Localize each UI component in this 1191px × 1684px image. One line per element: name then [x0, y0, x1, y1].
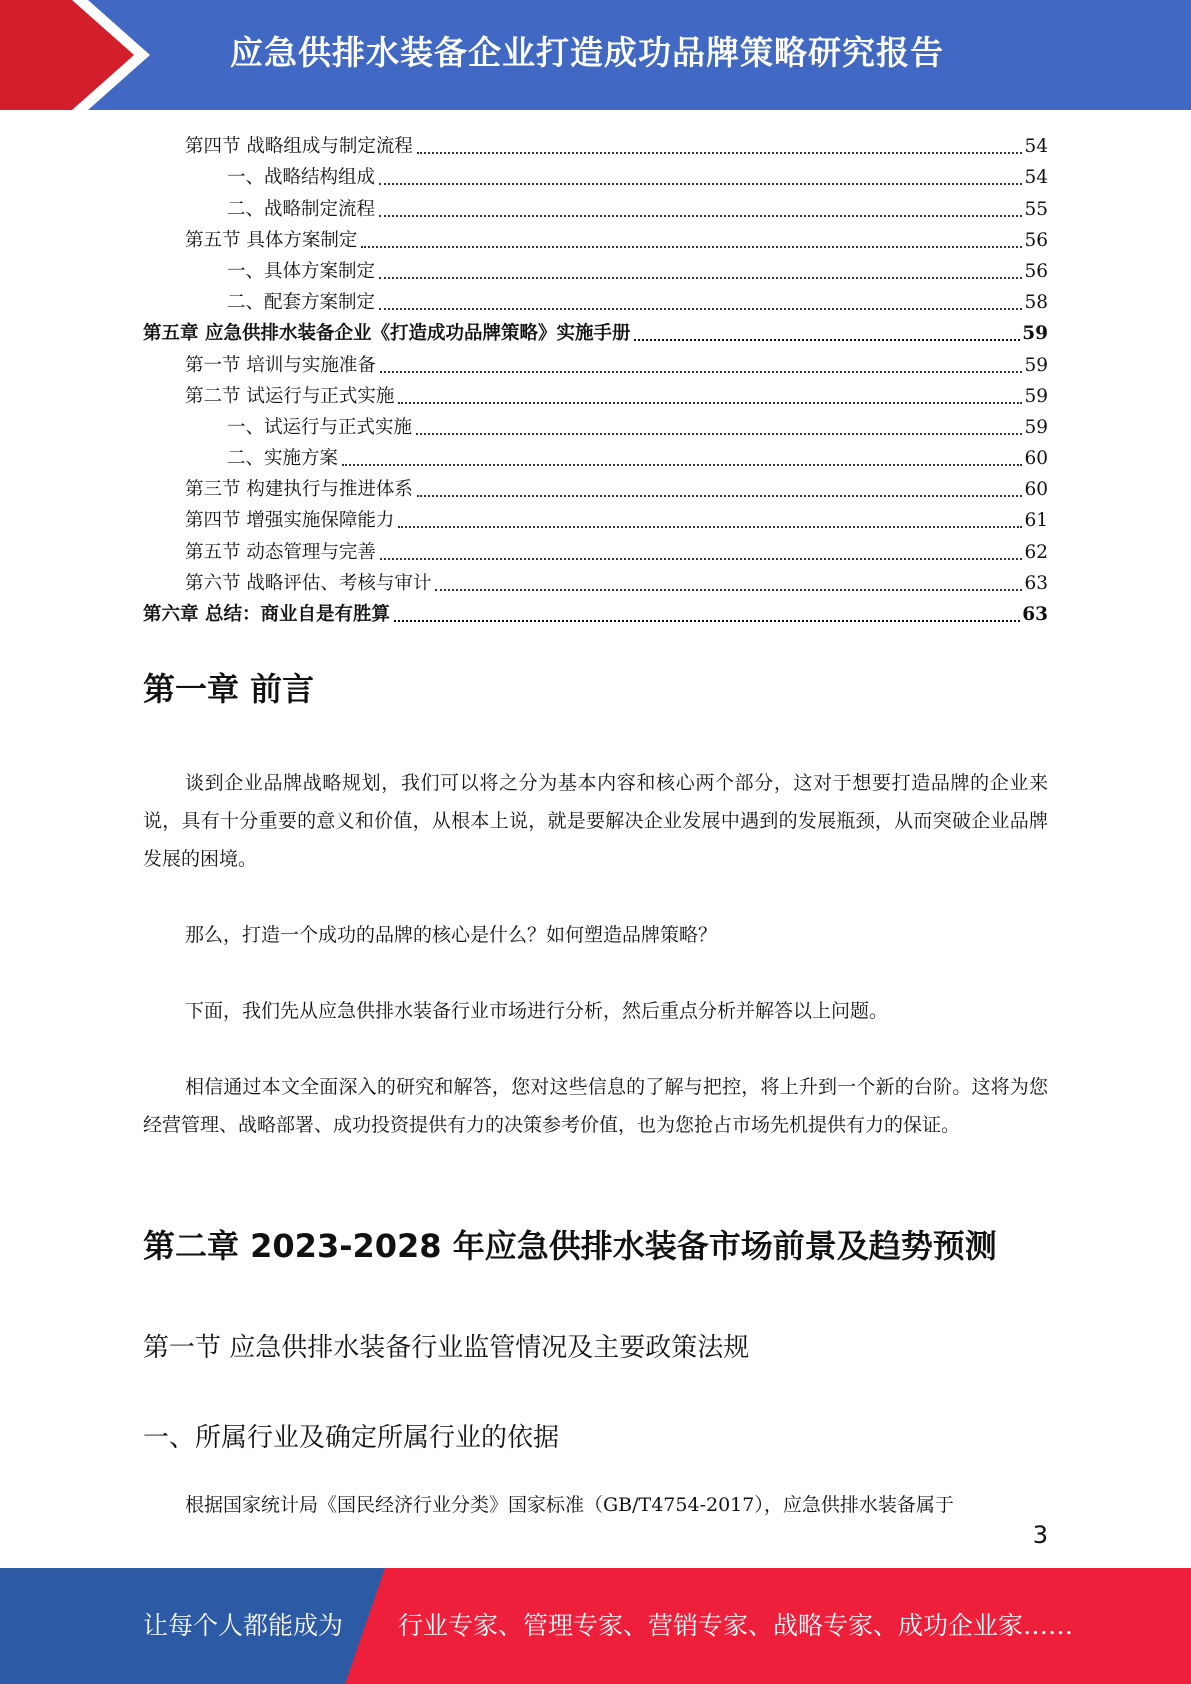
toc-dot-leader	[398, 525, 1022, 528]
chapter-1-paragraph-2: 那么，打造一个成功的品牌的核心是什么？如何塑造品牌策略？	[185, 924, 718, 946]
toc-entry-title: 一、战略结构组成	[227, 167, 376, 189]
toc-entry-page: 60	[1024, 448, 1048, 470]
toc-entry-title: 二、战略制定流程	[227, 198, 376, 220]
table-of-contents	[143, 128, 1048, 627]
toc-entry-page: 56	[1024, 260, 1048, 282]
toc-entry-title: 第五节 动态管理与完善	[185, 541, 376, 563]
toc-entry-title: 第五节 具体方案制定	[185, 229, 358, 251]
toc-dot-leader	[379, 276, 1022, 279]
footer-slogan-right: 行业专家、管理专家、营销专家、战略专家、成功企业家……	[398, 1611, 1074, 1640]
toc-entry[interactable]	[143, 533, 1048, 564]
chapter-1-paragraph-4: 相信通过本文全面深入的研究和解答，您对这些信息的了解与把控，将上升到一个新的台阶。这将为您经营管理、战略部署、成功投资提供有力的决策参考价值，也为您抢占市场先机提供有力的保证。	[143, 1076, 1048, 1136]
page-number: 3	[1032, 1521, 1048, 1549]
toc-entry[interactable]	[143, 346, 1048, 377]
toc-entry-title: 第六章 总结：商业自是有胜算	[143, 604, 390, 625]
toc-dot-leader	[342, 463, 1022, 466]
toc-entry-title: 第五章 应急供排水装备企业《打造成功品牌策略》实施手册	[143, 323, 631, 345]
chapter-2-heading: 第二章 2023-2028 年应急供排水装备市场前景及趋势预测	[143, 1227, 997, 1265]
toc-entry[interactable]	[143, 440, 1048, 471]
toc-entry[interactable]	[143, 378, 1048, 409]
toc-entry-page: 59	[1024, 416, 1048, 438]
footer-slogan-left: 让每个人都能成为	[143, 1611, 344, 1640]
toc-dot-leader	[380, 557, 1023, 560]
toc-entry-page: 54	[1024, 136, 1048, 158]
toc-dot-leader	[634, 338, 1020, 341]
toc-entry[interactable]	[143, 502, 1048, 533]
toc-entry-page: 62	[1024, 541, 1048, 563]
toc-entry[interactable]	[143, 409, 1048, 440]
toc-entry-page: 60	[1024, 479, 1048, 501]
toc-dot-leader	[379, 182, 1022, 185]
toc-entry-title: 第六节 战略评估、考核与审计	[185, 572, 432, 594]
toc-entry[interactable]	[143, 253, 1048, 284]
page-header	[0, 0, 1191, 110]
chapter-1-heading: 第一章 前言	[143, 670, 315, 708]
header-arrow-decoration	[0, 0, 150, 110]
toc-dot-leader	[380, 370, 1023, 373]
toc-dot-leader	[435, 588, 1022, 591]
toc-entry[interactable]	[143, 596, 1048, 627]
toc-entry[interactable]	[143, 190, 1048, 221]
toc-entry-title: 第四节 增强实施保障能力	[185, 510, 395, 532]
toc-dot-leader	[361, 245, 1022, 248]
toc-entry[interactable]	[143, 471, 1048, 502]
toc-entry-page: 54	[1024, 167, 1048, 189]
toc-dot-leader	[417, 151, 1023, 154]
toc-entry[interactable]	[143, 128, 1048, 159]
toc-dot-leader	[379, 214, 1022, 217]
toc-entry-title: 一、试运行与正式实施	[227, 416, 413, 438]
toc-entry-page: 56	[1024, 229, 1048, 251]
chapter-2-paragraph-1: 根据国家统计局《国民经济行业分类》国家标准（GB/T4754-2017），应急供排水装备属于	[185, 1494, 954, 1516]
chapter-1-paragraph-3: 下面，我们先从应急供排水装备行业市场进行分析，然后重点分析并解答以上问题。	[185, 1000, 889, 1022]
toc-entry-page: 61	[1024, 510, 1048, 532]
toc-entry-page: 59	[1022, 323, 1048, 345]
toc-entry-page: 55	[1024, 198, 1048, 220]
toc-entry-title: 第四节 战略组成与制定流程	[185, 136, 413, 158]
toc-entry[interactable]	[143, 315, 1048, 346]
toc-entry-page: 58	[1024, 292, 1048, 314]
toc-entry-title: 二、配套方案制定	[227, 292, 376, 314]
toc-entry-title: 第一节 培训与实施准备	[185, 354, 376, 376]
toc-entry-page: 59	[1024, 354, 1048, 376]
page-footer	[0, 1568, 1191, 1684]
chapter-1-paragraph-1: 谈到企业品牌战略规划，我们可以将之分为基本内容和核心两个部分，这对于想要打造品牌的企业来说，具有十分重要的意义和价值，从根本上说，就是要解决企业发展中遇到的发展瓶颈，从而突破企业品牌发展的困境。	[143, 772, 1048, 870]
toc-entry-title: 第二节 试运行与正式实施	[185, 385, 395, 407]
toc-dot-leader	[394, 619, 1020, 622]
toc-entry-title: 二、实施方案	[227, 448, 339, 470]
toc-dot-leader	[417, 494, 1023, 497]
toc-dot-leader	[379, 307, 1022, 310]
toc-entry[interactable]	[143, 222, 1048, 253]
toc-entry-title: 第三节 构建执行与推进体系	[185, 479, 413, 501]
toc-entry-page: 63	[1024, 572, 1048, 594]
toc-entry-page: 63	[1022, 604, 1048, 625]
chapter-2-subsection-1-heading: 一、所属行业及确定所属行业的依据	[143, 1423, 560, 1453]
toc-entry[interactable]	[143, 159, 1048, 190]
chapter-2-section-1-heading: 第一节 应急供排水装备行业监管情况及主要政策法规	[143, 1333, 750, 1363]
report-title: 应急供排水装备企业打造成功品牌策略研究报告	[230, 33, 944, 72]
toc-entry[interactable]	[143, 284, 1048, 315]
toc-dot-leader	[416, 432, 1022, 435]
toc-entry-title: 一、具体方案制定	[227, 260, 376, 282]
toc-entry-page: 59	[1024, 385, 1048, 407]
toc-dot-leader	[398, 401, 1022, 404]
toc-entry[interactable]	[143, 565, 1048, 596]
